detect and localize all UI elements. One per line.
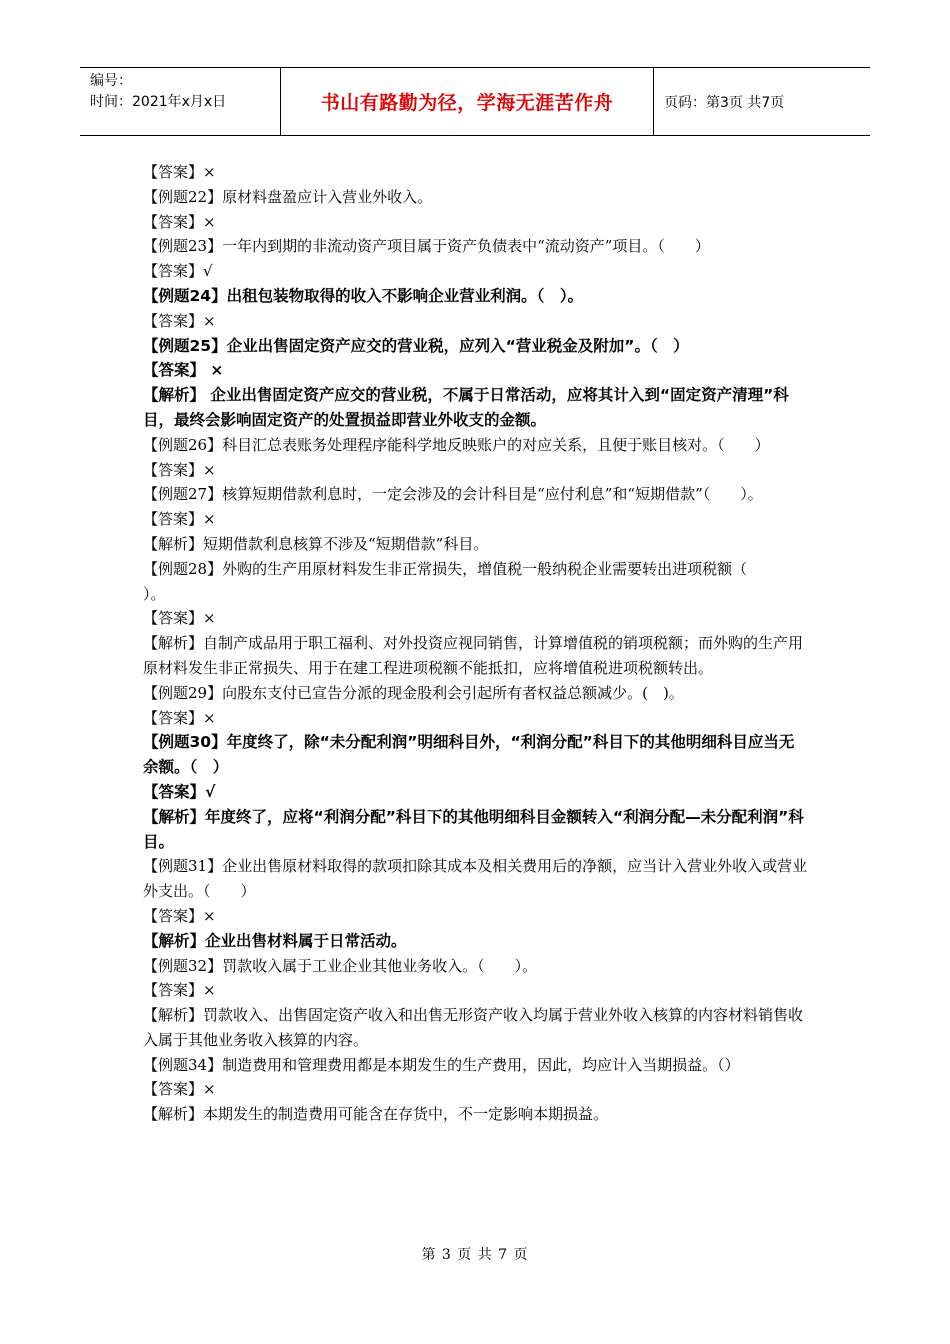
text-line: 【解析】 企业出售固定资产应交的营业税，不属于日常活动，应将其计入到“固定资产清理”科目，最终会影响固定资产的处置损益即营业外收支的金额。 [143,386,789,429]
date-line: 时间：2021年x月x日 [90,94,227,110]
header-meta [80,68,281,135]
text-line: 【例题30】年度终了，除“未分配利润”明细科目外，“利润分配”科目下的其他明细科目应当无余额。（ ） [143,733,795,777]
page-footer: 第 3 页 共 7 页 [421,1247,529,1263]
document-header [80,67,870,136]
text-line: 【答案】× [143,609,216,628]
text-line: 【解析】短期借款利息核算不涉及“短期借款”科目。 [143,534,489,553]
text-line: 【答案】× [143,981,216,1000]
text-line: 【答案】× [143,212,216,231]
text-line: 【例题34】制造费用和管理费用都是本期发生的生产费用，因此，均应计入当期损益。（） [143,1055,740,1074]
text-line: 【解析】年度终了，应将“利润分配”科目下的其他明细科目金额转入“利润分配—未分配利润”科目。 [143,807,804,851]
text-line: 【答案】× [143,906,216,925]
number-label: 编号： [90,73,132,89]
text-line: 【答案】× [143,163,216,181]
text-line: 【例题24】出租包装物取得的收入不影响企业营业利润。（ ）。 [143,286,584,305]
text-line: 【解析】本期发生的制造费用可能含在存货中，不一定影响本期损益。 [143,1105,609,1124]
text-line: 【解析】自制产成品用于职工福利、对外投资应视同销售，计算增值税的销项税额；而外购的生产用原材料发生非正常损失、用于在建工程进项税额不能抵扣，应将增值税进项税额转出。 [143,634,804,677]
document-body [143,160,808,1127]
text-line: 【例题26】科目汇总表账务处理程序能科学地反映账户的对应关系，且便于账目核对。（ ） [143,435,770,454]
text-line: 【例题27】核算短期借款利息时，一定会涉及的会计科目是“应付利息”和“短期借款”（ ）。 [143,485,763,504]
text-line: 【解析】罚款收入、出售固定资产收入和出售无形资产收入均属于营业外收入核算的内容材料销售收入属于其他业务收入核算的内容。 [143,1006,804,1049]
text-line: 【答案】× [143,510,216,529]
text-line: 【答案】 × [143,361,224,380]
text-line: 【例题23】一年内到期的非流动资产项目属于资产负债表中“流动资产”项目。（ ） [143,237,710,256]
text-line: 【例题28】外购的生产用原材料发生非正常损失，增值税一般纳税企业需要转出进项税额（ ）。 [143,559,793,603]
header-motto: 书山有路勤为径，学海无涯苦作舟 [281,68,654,135]
text-line: 【解析】企业出售材料属于日常活动。 [143,931,407,950]
text-line: 【答案】× [143,1080,216,1099]
header-page-info: 页码：第3页 共7页 [664,94,785,111]
text-line: 【例题22】原材料盘盈应计入营业外收入。 [143,187,433,206]
text-line: 【例题25】企业出售固定资产应交的营业税，应列入“营业税金及附加”。（ ） [143,336,689,355]
text-line: 【答案】√ [143,262,213,281]
text-line: 【例题29】向股东支付已宣告分派的现金股利会引起所有者权益总额减少。( )。 [143,683,684,702]
text-line: 【答案】× [143,460,216,479]
text-line: 【答案】× [143,708,216,727]
text-line: 【例题31】企业出售原材料取得的款项扣除其成本及相关费用后的净额，应当计入营业外收入或营业外支出。（ ） [143,857,808,901]
text-line: 【答案】× [143,311,216,330]
text-line: 【例题32】罚款收入属于工业企业其他业务收入。（ ）。 [143,956,538,975]
text-line: 【答案】√ [143,782,216,801]
